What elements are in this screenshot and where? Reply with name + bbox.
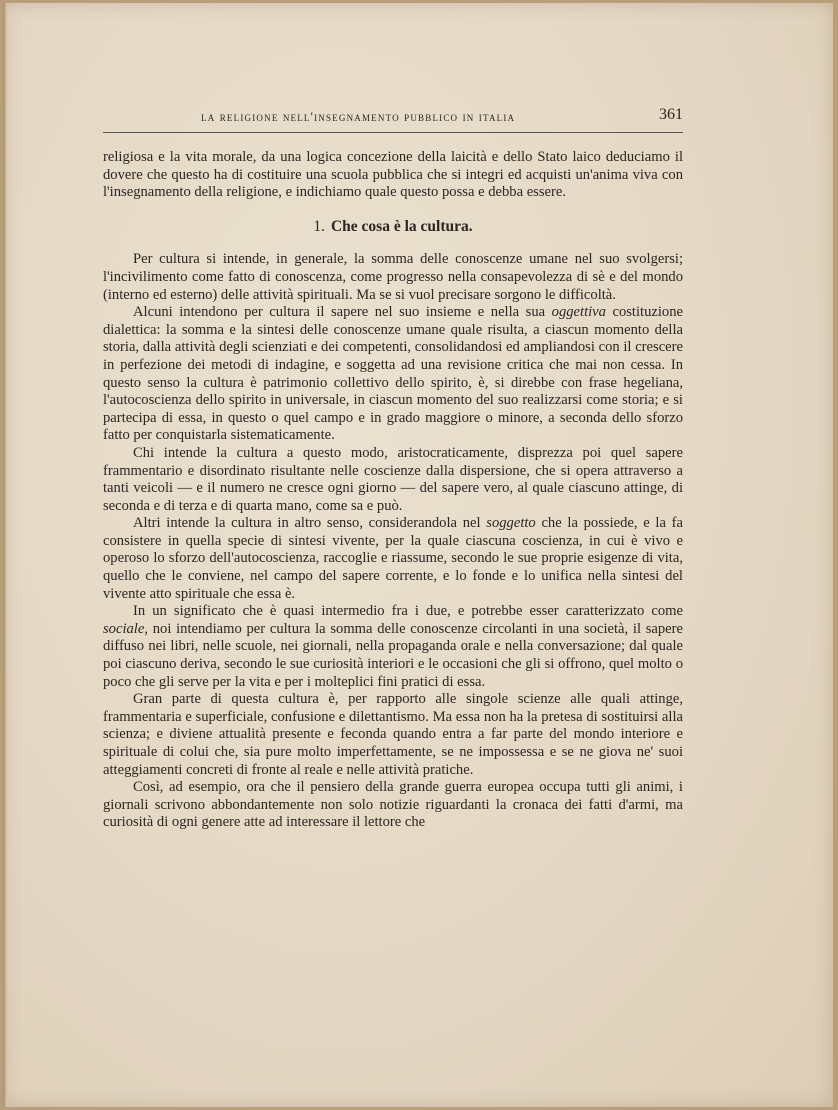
book-page	[3, 3, 833, 1107]
section-number: 1.	[313, 217, 325, 235]
paragraph-2: Alcuni intendono per cultura il sapere nel suo insieme e nella sua oggettiva costituzione dialettica: la somma e la sintesi delle conoscenze umane quale risulta, a ciascun momento della storia, dalla attività degli scienziati e dei competenti, consolidandosi ed ampliandosi con il crescere in perfezione dei metodi di indagine, e soggetta ad una revisione critica che mai non cessa. In questo senso la cultura è patrimonio collettivo dello spirito, è, si direbbe con frase hegeliana, l'autocoscienza dello spirito in universale, in ciascun momento del suo realizzarsi come storia; e si partecipa di essa, in questo o quel campo e in grado maggiore o minore, a seconda dello sforzo fatto per conquistarla sistematicamente.	[103, 304, 683, 444]
page-number: 361	[659, 106, 683, 123]
paragraph-4: Altri intende la cultura in altro senso, considerandola nel soggetto che la possiede, e la fa consistere in quella specie di sintesi vivente, per la quale ciascuna coscienza, in cui è vivo e operoso lo sforzo dell'autocoscienza, raccoglie e riassume, secondo le sue proprie esigenze di vita, quello che le conviene, nel campo del sapere corrente, e lo fonde e lo unifica nella sintesi del vivente atto spirituale che essa è.	[103, 515, 683, 602]
page-header	[103, 106, 683, 133]
intro-paragraph: religiosa e la vita morale, da una logica concezione della laicità e dello Stato laico deduciamo il dovere che questo ha di costituire una scuola pubblica che si integri ed acquisti un'anima viva con l'insegnamento della religione, e indichiamo quale questo possa e debba essere.	[103, 149, 683, 201]
paragraph-3: Chi intende la cultura a questo modo, aristocraticamente, disprezza poi quel sapere frammentario e disordinato risultante nelle coscienze dalla dispersione, che si opera attraverso a tanti veicoli — e il numero ne cresce ogni giorno — del sapere vero, al quale ciascuno attinge, di seconda e di terza e di quarta mano, come sa e può.	[103, 444, 683, 514]
paragraph-7: Così, ad esempio, ora che il pensiero della grande guerra europea occupa tutti gli animi, i giornali scrivono abbondantemente non solo notizie riguardanti la cronaca dei fatti d'armi, ma curiosità di ogni genere atte ad interessare il lettore che	[103, 779, 683, 831]
italic-oggettiva: oggettiva	[551, 304, 606, 321]
page-edge	[3, 3, 7, 1107]
paragraph-1: Per cultura si intende, in generale, la somma delle conoscenze umane nel suo svolgersi; l'incivilimento come fatto di conoscenza, come progresso nella consapevolezza di sè e del mondo (interno ed esterno) delle attività spirituali. Ma se si vuol precisare sorgono le difficoltà.	[103, 251, 683, 303]
section-title: Che cosa è la cultura.	[330, 217, 473, 235]
running-title: la religione nell'insegnamento pubblico in italia	[201, 110, 516, 124]
body-text	[103, 149, 683, 832]
italic-sociale: sociale	[103, 620, 145, 637]
section-heading	[103, 218, 683, 236]
paragraph-5: In un significato che è quasi intermedio fra i due, e potrebbe esser caratterizzato come sociale, noi intendiamo per cultura la somma delle conoscenze circolanti in una società, il sapere diffuso nei libri, nelle scuole, nei giornali, nella propaganda orale e nella conversazione; dal quale poi ciascuno deriva, secondo le sue curiosità interiori e le occasioni che gli si offrono, quel molto o poco che gli serve per la vita e per i molteplici fini pratici di essa.	[103, 603, 683, 690]
paragraph-6: Gran parte di questa cultura è, per rapporto alle singole scienze alle quali attinge, frammentaria e superficiale, confusione e dilettantismo. Ma essa non ha la pretesa di sostituirsi alla scienza; e diviene attualità presente e feconda quando entra a far parte del mondo interiore e spirituale di colui che, sia pure molto imperfettamente, se ne impossessa e se ne giova ne' suoi atteggiamenti concreti di fronte al reale e nelle attività pratiche.	[103, 691, 683, 778]
italic-soggetto: soggetto	[486, 515, 536, 532]
